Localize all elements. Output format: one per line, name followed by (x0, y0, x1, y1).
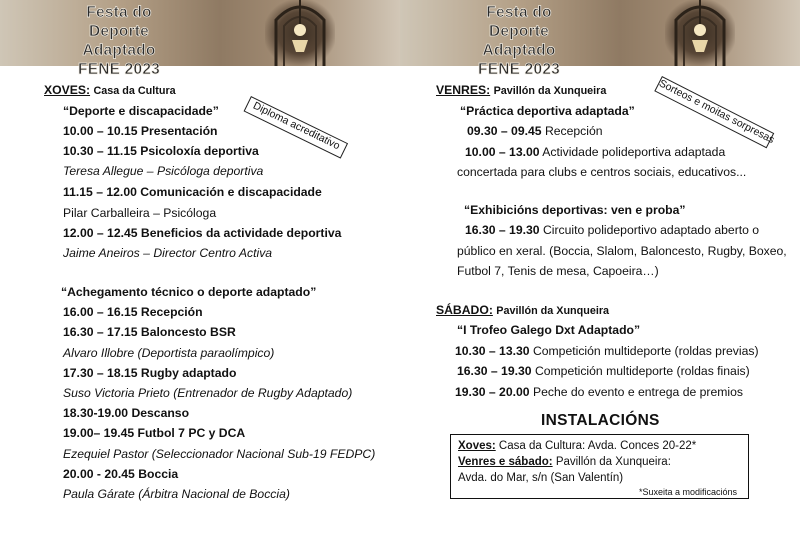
installation-label: Xoves: (458, 440, 496, 452)
speaker-name: Suso Victoria Prieto (Entrenador de Rugby Adaptado) (63, 386, 353, 400)
installation-note: *Suxeita a modificacións (639, 487, 738, 497)
day-label: SÁBADO: (436, 303, 493, 317)
day-heading-venres (436, 82, 606, 99)
installation-address: Pavillón da Xunqueira: (555, 456, 671, 468)
day-venue: Pavillón da Xunqueira (493, 85, 607, 97)
schedule-item: 12.00 – 12.45 Beneficios da actividade deportiva (63, 226, 342, 240)
installation-label: Venres e sábado: (458, 456, 553, 468)
schedule-item (465, 222, 759, 238)
day-label: XOVES: (44, 83, 91, 97)
schedule-activity: Circuito polideportivo adaptado aberto o (542, 223, 760, 237)
banner-title (60, 3, 178, 79)
section-title: “Deporte e discapacidade” (63, 104, 219, 118)
diploma-stamp: Diploma acreditativo (244, 96, 349, 159)
day-heading-xoves (44, 82, 176, 99)
lamp-icon (662, 0, 738, 66)
schedule-item: 17.30 – 18.15 Rugby adaptado (63, 366, 237, 380)
lamp-icon (262, 0, 338, 66)
installations-box (450, 434, 749, 499)
schedule-item: 10.30 – 11.15 Psicoloxía deportiva (63, 144, 259, 158)
speaker-name: Teresa Allegue – Psicóloga deportiva (63, 164, 264, 178)
schedule-activity-continued: concertada para clubs e centros sociais, educativos... (457, 165, 747, 179)
schedule-time: 16.30 – 19.30 (457, 364, 532, 378)
section-title: “Achegamento técnico o deporte adaptado” (61, 285, 317, 299)
section-title: “Exhibicións deportivas: ven e proba” (464, 203, 686, 217)
section-title: “Práctica deportiva adaptada” (460, 104, 635, 118)
schedule-item: 18.30-19.00 Descanso (63, 406, 190, 420)
banner-title-line: Festa do (486, 4, 552, 21)
schedule-activity: Competición multideporte (roldas finais) (534, 364, 750, 378)
header-banner-left (0, 0, 400, 78)
schedule-item (455, 384, 743, 400)
speaker-name: Pilar Carballeira – Psicóloga (63, 206, 217, 220)
speaker-name: Paula Gárate (Árbitra Nacional de Boccia) (63, 487, 290, 501)
installation-address: Avda. do Mar, s/n (San Valentín) (458, 472, 624, 484)
prizes-stamp: Sorteos e moitas sorpresas (654, 76, 774, 148)
schedule-item (455, 343, 759, 359)
schedule-activity-continued: Futbol 7, Tenis de mesa, Capoeira…) (457, 264, 659, 278)
schedule-item: 16.00 – 16.15 Recepción (63, 305, 203, 319)
day-heading-sabado (436, 302, 609, 319)
day-venue: Casa da Cultura (93, 85, 176, 97)
schedule-item: 11.15 – 12.00 Comunicación e discapacidade (63, 185, 322, 199)
banner-title (460, 3, 578, 79)
banner-title-line: Deporte Adaptado (482, 23, 556, 59)
speaker-name: Alvaro Illobre (Deportista paraolímpico) (63, 346, 275, 360)
day-venue: Pavillón da Xunqueira (496, 305, 610, 317)
installation-line (458, 438, 696, 454)
schedule-activity: Actividade polideportiva adaptada (542, 145, 726, 159)
schedule-activity: Peche do evento e entrega de premios (532, 385, 743, 399)
schedule-item (465, 144, 725, 160)
section-title: “I Trofeo Galego Dxt Adaptado” (457, 323, 641, 337)
schedule-item: 16.30 – 17.15 Baloncesto BSR (63, 325, 236, 339)
day-label: VENRES: (436, 83, 491, 97)
schedule-time: 19.30 – 20.00 (455, 385, 530, 399)
schedule-time: 10.00 – 13.00 (465, 145, 540, 159)
speaker-name: Jaime Aneiros – Director Centro Activa (63, 246, 273, 260)
banner-title-line: FENE 2023 (78, 61, 160, 78)
schedule-item (457, 363, 750, 379)
schedule-time: 16.30 – 19.30 (465, 223, 540, 237)
schedule-activity: Recepción (544, 124, 603, 138)
installation-address: Casa da Cultura: Avda. Conces 20-22* (498, 440, 697, 452)
banner-title-line: Deporte Adaptado (82, 23, 156, 59)
installations-heading: INSTALACIÓNS (541, 412, 660, 429)
schedule-activity: Competición multideporte (roldas previas) (532, 344, 759, 358)
banner-title-line: Festa do (86, 4, 152, 21)
header-banner-right (400, 0, 800, 78)
schedule-time: 09.30 – 09.45 (467, 124, 542, 138)
speaker-name: Ezequiel Pastor (Seleccionador Nacional Sub-19 FEDPC) (63, 447, 376, 461)
schedule-activity-continued: público en xeral. (Boccia, Slalom, Baloncesto, Rugby, Boxeo, (457, 244, 787, 258)
schedule-item (467, 123, 603, 139)
schedule-item: 10.00 – 10.15 Presentación (63, 124, 218, 138)
schedule-item: 20.00 - 20.45 Boccia (63, 467, 179, 481)
schedule-item: 19.00– 19.45 Futbol 7 PC y DCA (63, 426, 246, 440)
banner-title-line: FENE 2023 (478, 61, 560, 78)
installation-line (458, 454, 671, 470)
schedule-time: 10.30 – 13.30 (455, 344, 530, 358)
